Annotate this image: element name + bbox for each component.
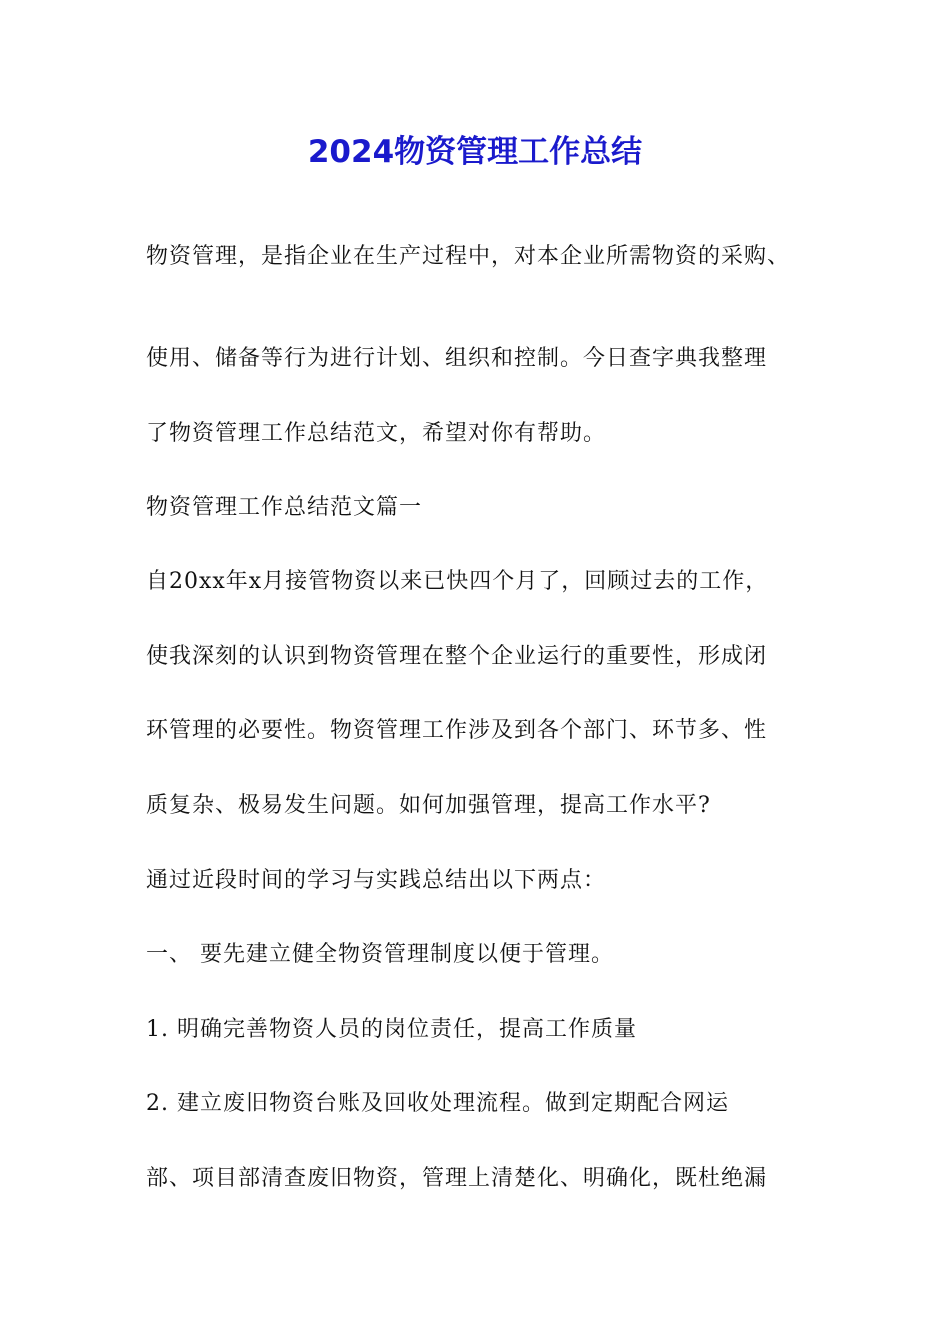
document-title: 2024物资管理工作总结	[307, 134, 643, 170]
paragraph-line-5: 自20xx年x月接管物资以来已快四个月了，回顾过去的工作，	[146, 569, 769, 594]
section-heading: 物资管理工作总结范文篇一	[146, 495, 423, 520]
paragraph-line-8: 质复杂、极易发生问题。如何加强管理，提高工作水平?	[146, 793, 711, 818]
list-item-2-continued: 部、项目部清查废旧物资，管理上清楚化、明确化，既杜绝漏	[146, 1166, 768, 1191]
paragraph-line-1: 物资管理，是指企业在生产过程中，对本企业所需物资的采购、	[146, 244, 791, 269]
list-item-2: 2. 建立废旧物资台账及回收处理流程。做到定期配合网运	[146, 1091, 729, 1116]
list-heading-1: 一、 要先建立健全物资管理制度以便于管理。	[146, 942, 614, 967]
paragraph-line-2: 使用、储备等行为进行计划、组织和控制。今日查字典我整理	[146, 346, 768, 371]
list-item-1: 1. 明确完善物资人员的岗位责任，提高工作质量	[146, 1017, 637, 1042]
paragraph-line-9: 通过近段时间的学习与实践总结出以下两点：	[146, 868, 607, 893]
paragraph-line-3: 了物资管理工作总结范文，希望对你有帮助。	[146, 421, 607, 446]
paragraph-line-6: 使我深刻的认识到物资管理在整个企业运行的重要性，形成闭	[146, 644, 768, 669]
paragraph-line-7: 环管理的必要性。物资管理工作涉及到各个部门、环节多、性	[146, 718, 768, 743]
